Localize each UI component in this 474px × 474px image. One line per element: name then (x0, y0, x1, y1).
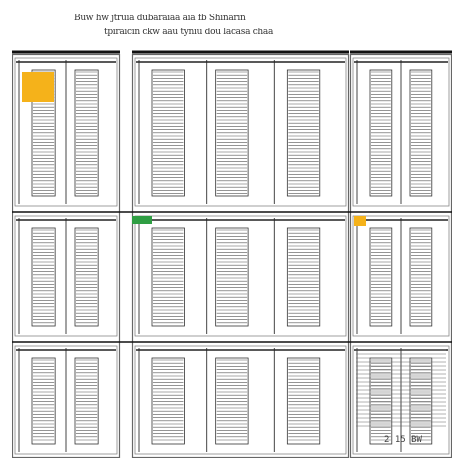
panel-r3-c2-column-box (216, 358, 248, 444)
panel-r3-c2 (135, 346, 346, 454)
header-line-2: tpiraicin ckw aau tyniu dou lacasa chaa (104, 28, 274, 37)
panel-r3-c2-column-box (152, 358, 184, 444)
column-frame (133, 55, 349, 458)
header-line-1: Buw hw jtruia dubaraiaa aia fb Shinarin (74, 14, 246, 23)
footer-stamp: 2 15 BW (384, 435, 422, 445)
panel-r3-c3-column-box (410, 358, 432, 444)
page-header (74, 14, 394, 44)
panel-r3-c3-column-box (370, 358, 392, 444)
green-marker (132, 216, 152, 224)
yellow-marker-small (354, 216, 366, 226)
panel-r3-c1-column-box (32, 358, 55, 444)
panel-r3-c1-column-box (75, 358, 98, 444)
yellow-highlight-block (22, 72, 54, 102)
panel-r2-c2 (135, 216, 346, 336)
panel-r3-c2-column-box (287, 358, 319, 444)
document-grid (12, 50, 452, 458)
grid-drawing (12, 50, 452, 458)
